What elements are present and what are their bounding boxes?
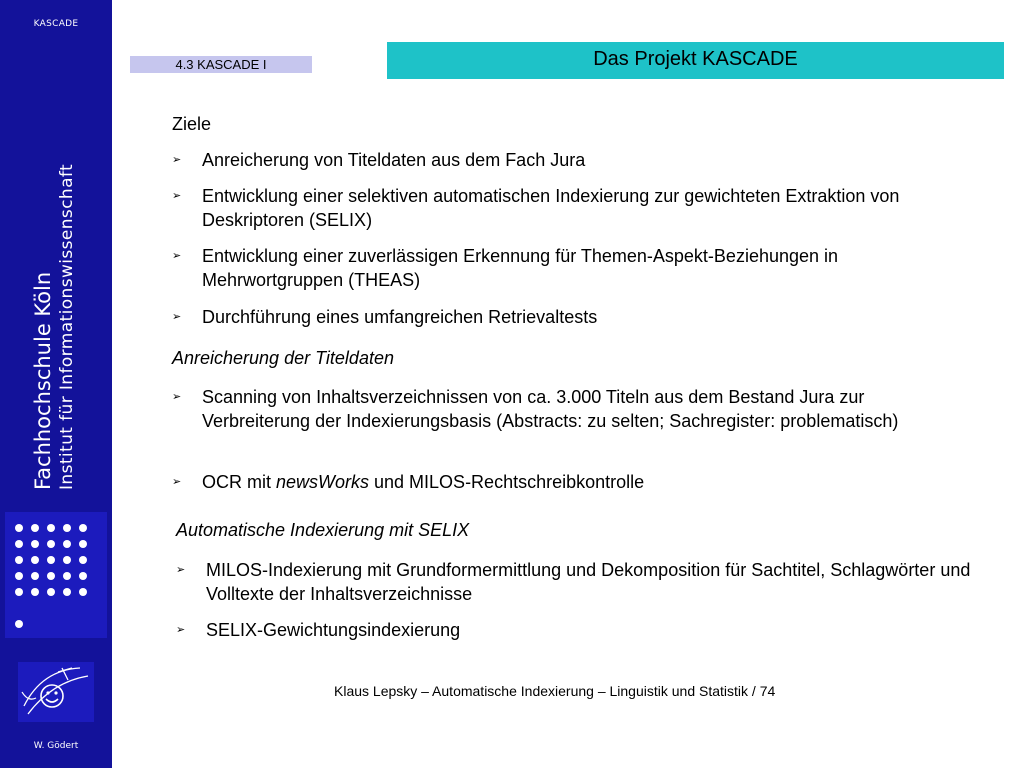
sidebar-top-label: KASCADE — [33, 19, 79, 29]
ocr-prefix: OCR mit — [202, 472, 276, 492]
pattern-dot — [63, 556, 71, 564]
arrow-bullet-icon: ➢ — [176, 624, 186, 636]
dot-pattern-panel — [5, 512, 107, 638]
arrow-bullet-icon: ➢ — [172, 190, 182, 202]
indexing-text: MILOS-Indexierung mit Grundformermittlung und Dekomposition für Sachtitel, Schlagwörter und Volltexte der Inhaltsverzeichnisse — [206, 560, 971, 604]
pattern-dot — [47, 540, 55, 548]
goal-text: Anreicherung von Titeldaten aus dem Fach Jura — [202, 150, 586, 170]
institution-vertical-text — [30, 110, 90, 490]
pattern-dot — [15, 540, 23, 548]
goal-text: Entwicklung einer selektiven automatischen Indexierung zur gewichteten Extraktion von Deskriptoren (SELIX) — [202, 186, 900, 230]
arrow-bullet-icon: ➢ — [172, 311, 182, 323]
pattern-dot — [15, 572, 23, 580]
pattern-dot — [31, 588, 39, 596]
smiley-face-logo-icon — [18, 662, 94, 722]
pattern-dot — [63, 524, 71, 532]
pattern-dot — [63, 540, 71, 548]
pattern-dot — [79, 540, 87, 548]
pattern-dot — [47, 556, 55, 564]
newsworks-product-name: newsWorks — [276, 472, 370, 492]
pattern-dot — [15, 588, 23, 596]
arrow-bullet-icon: ➢ — [172, 391, 182, 403]
pattern-dot — [31, 556, 39, 564]
pattern-dot — [47, 524, 55, 532]
enrichment-text: Scanning von Inhaltsverzeichnissen von ca. 3.000 Titeln aus dem Bestand Jura zur Verbreiterung der Indexierungsbasis (Abstracts: zu selten; Sachregister: problematisch) — [202, 387, 899, 431]
pattern-dot — [63, 588, 71, 596]
section-label: 4.3 KASCADE I — [130, 56, 312, 73]
goal-text: Durchführung eines umfangreichen Retrievaltests — [202, 307, 598, 327]
goals-heading: Ziele — [172, 114, 212, 134]
pattern-dot — [79, 588, 87, 596]
enrichment-ocr-text — [202, 470, 972, 494]
pattern-dot — [31, 572, 39, 580]
pattern-dot — [47, 588, 55, 596]
goal-text: Entwicklung einer zuverlässigen Erkennung für Themen-Aspekt-Beziehungen in Mehrwortgruppen (THEAS) — [202, 246, 839, 290]
institution-name: Fachhochschule Köln — [31, 271, 55, 490]
pattern-dot — [15, 524, 23, 532]
indexing-heading: Automatische Indexierung mit SELIX — [176, 520, 470, 540]
pattern-dot — [79, 556, 87, 564]
slide-title: Das Projekt KASCADE — [387, 42, 1004, 79]
pattern-dot — [63, 572, 71, 580]
pattern-dot — [31, 540, 39, 548]
institute-name: Institut für Informationswissenschaft — [57, 163, 77, 490]
arrow-bullet-icon: ➢ — [172, 250, 182, 262]
arrow-bullet-icon: ➢ — [176, 564, 186, 576]
pattern-dot — [47, 572, 55, 580]
arrow-bullet-icon: ➢ — [172, 476, 182, 488]
enrichment-heading: Anreicherung der Titeldaten — [172, 348, 394, 368]
pattern-dot — [31, 524, 39, 532]
pattern-dot — [79, 524, 87, 532]
pattern-dot — [15, 620, 23, 628]
ocr-suffix: und MILOS-Rechtschreibkontrolle — [369, 472, 645, 492]
pattern-dot — [79, 572, 87, 580]
pattern-dot — [15, 556, 23, 564]
indexing-text: SELIX-Gewichtungsindexierung — [206, 620, 461, 640]
slide-footer: Klaus Lepsky – Automatische Indexierung – Linguistik und Statistik / 74 — [334, 683, 776, 699]
author-label: W. Gödert — [33, 741, 79, 751]
sidebar — [0, 0, 112, 768]
arrow-bullet-icon: ➢ — [172, 154, 182, 166]
